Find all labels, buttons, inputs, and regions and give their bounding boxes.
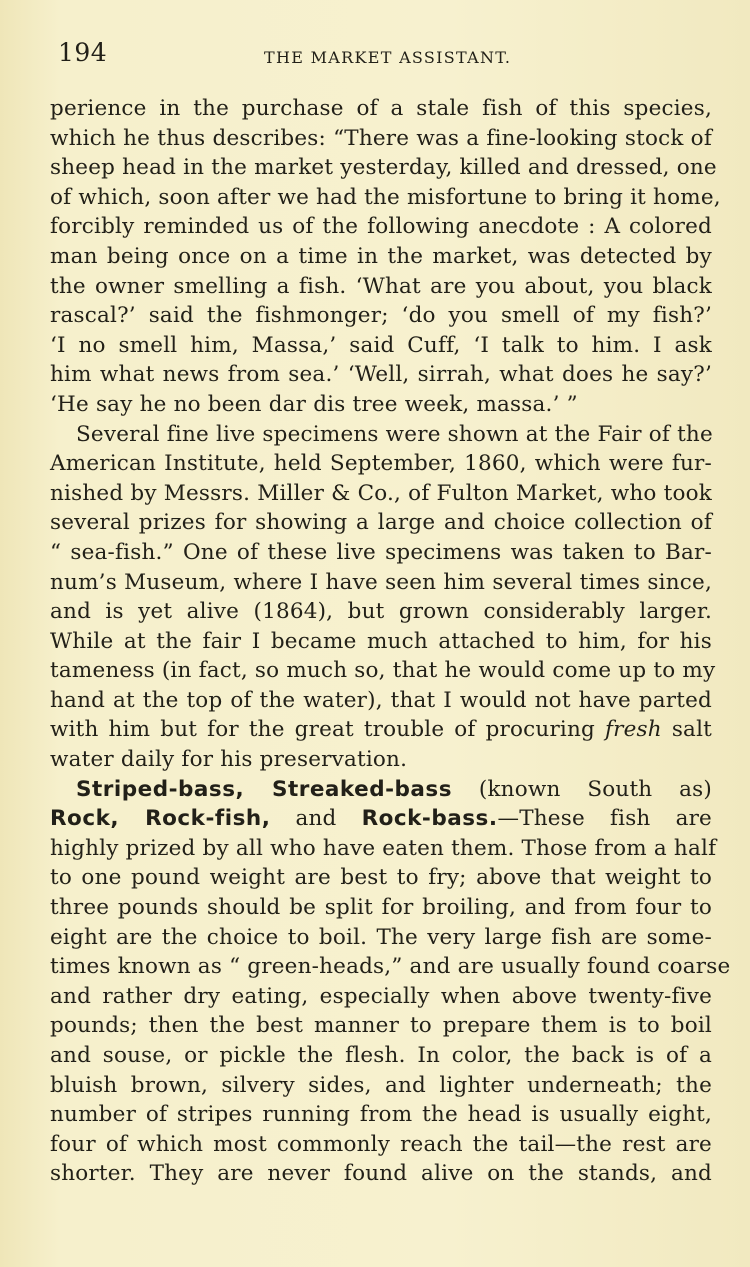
text-line: four of which most commonly reach the tail—the rest are [50,1131,712,1157]
text-line: to one pound weight are best to fry; above that weight to [50,865,712,891]
text-line: hand at the top of the water), that I would not have parted [50,687,712,713]
text-line: Several fine live specimens were shown at the Fair of the [76,421,713,447]
text-run: salt [661,717,712,743]
text-line: times known as “ green-heads,” and are usually found coarse [50,954,731,980]
text-line: ‘I no smell him, Massa,’ said Cuff, ‘I talk to him. I ask [50,332,712,358]
text-run: —These fish are [497,806,712,832]
fish-name-heading: Rock, Rock-fish, [50,806,271,832]
text-line: him what news from sea.’ ‘Well, sirrah, what does he say?’ [50,362,712,388]
fish-name-heading: Rock-bass. [361,806,498,832]
text-line: perience in the purchase of a stale fish of this species, [50,96,712,121]
italic-word: fresh [605,717,662,743]
text-line: sheep head in the market yesterday, killed and dressed, one [50,155,717,181]
text-line: and rather dry eating, especially when above twenty-five [50,983,712,1009]
text-line: eight are the choice to boil. The very large fish are some- [50,924,712,950]
text-line [50,715,712,745]
text-run: with him but for the great trouble of procuring [50,717,605,743]
text-line: shorter. They are never found alive on the stands, and [50,1161,712,1187]
text-line: American Institute, held September, 1860, which were fur- [50,451,712,477]
text-line: and is yet alive (1864), but grown considerably larger. [50,599,712,625]
page-header [58,38,708,72]
running-title: THE MARKET ASSISTANT. [264,48,512,67]
text-line: man being once on a time in the market, was detected by [50,243,712,269]
text-line: num’s Museum, where I have seen him several times since, [50,569,712,595]
text-line: While at the fair I became much attached to him, for his [50,628,712,654]
text-line: “ sea-fish.” One of these live specimens was taken to Bar- [50,539,712,565]
text-line: which he thus describes: “There was a fine-looking stock of [50,125,712,151]
text-line: and souse, or pickle the flesh. In color, the back is of a [50,1043,712,1068]
text-line: tameness (in fact, so much so, that he would come up to my [50,658,716,684]
text-run: (known South as) [452,776,713,802]
fish-name-heading: Striped-bass, Streaked-bass [76,776,453,802]
text-line: water daily for his preservation. [50,747,408,773]
text-line: rascal?’ said the fishmonger; ‘do you smell of my fish?’ [50,303,712,329]
text-line: pounds; then the best manner to prepare them is to boil [50,1013,712,1039]
text-line [50,804,712,834]
text-line: forcibly reminded us of the following anecdote : A colored [50,214,712,240]
text-line: bluish brown, silvery sides, and lighter underneath; the [50,1072,712,1098]
page-number: 194 [58,38,108,67]
body-text [50,94,731,1189]
text-run: and [270,806,362,832]
text-line: the owner smelling a fish. ‘What are you about, you black [50,273,712,299]
text-line: nished by Messrs. Miller & Co., of Fulton Market, who took [50,480,712,506]
text-line: several prizes for showing a large and choice collection of [50,510,712,536]
text-line: number of stripes running from the head is usually eight, [50,1102,712,1128]
text-line: highly prized by all who have eaten them. Those from a half [50,835,717,861]
text-line [50,775,712,805]
text-line: of which, soon after we had the misfortune to bring it home, [50,184,721,210]
text-line: ‘He say he no been dar dis tree week, massa.’ ” [50,391,578,417]
text-line: three pounds should be split for broiling, and from four to [50,895,712,921]
